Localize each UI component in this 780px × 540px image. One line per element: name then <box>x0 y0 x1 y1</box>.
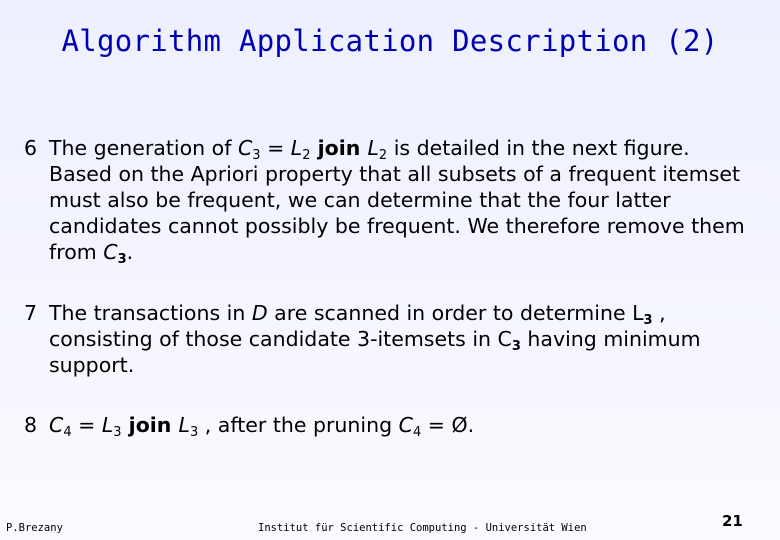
list-item <box>24 135 754 265</box>
footer-institute: Institut für Scientific Computing - Universität Wien <box>258 522 587 534</box>
item-text: The generation of $C_3 = L_2$ join $L_2$ is detailed in the next figure. Based on the Apriori property that all subsets of a frequent itemset must also be frequent, we can determine that the four latter candidates cannot possibly be frequent. We therefore remove them from $C_3$. <box>49 136 745 267</box>
item-number: 8 <box>24 413 38 437</box>
item-text: The transactions in D are scanned in order to determine $L_3$ , consisting of those candidate 3-itemsets in $C_3$ having minimum support. <box>49 301 701 377</box>
list-item <box>24 412 754 438</box>
item-number: 7 <box>24 301 38 325</box>
footer-author: P.Brezany <box>6 522 63 534</box>
page-number: 21 <box>722 512 743 530</box>
slide-title: Algorithm Application Description (2) <box>61 24 719 58</box>
list-item <box>24 300 754 378</box>
item-text: $C_4 = L_3$ join $L_3$ , after the pruning $C_4$ = Ø. <box>49 413 475 440</box>
item-number: 6 <box>24 136 38 160</box>
